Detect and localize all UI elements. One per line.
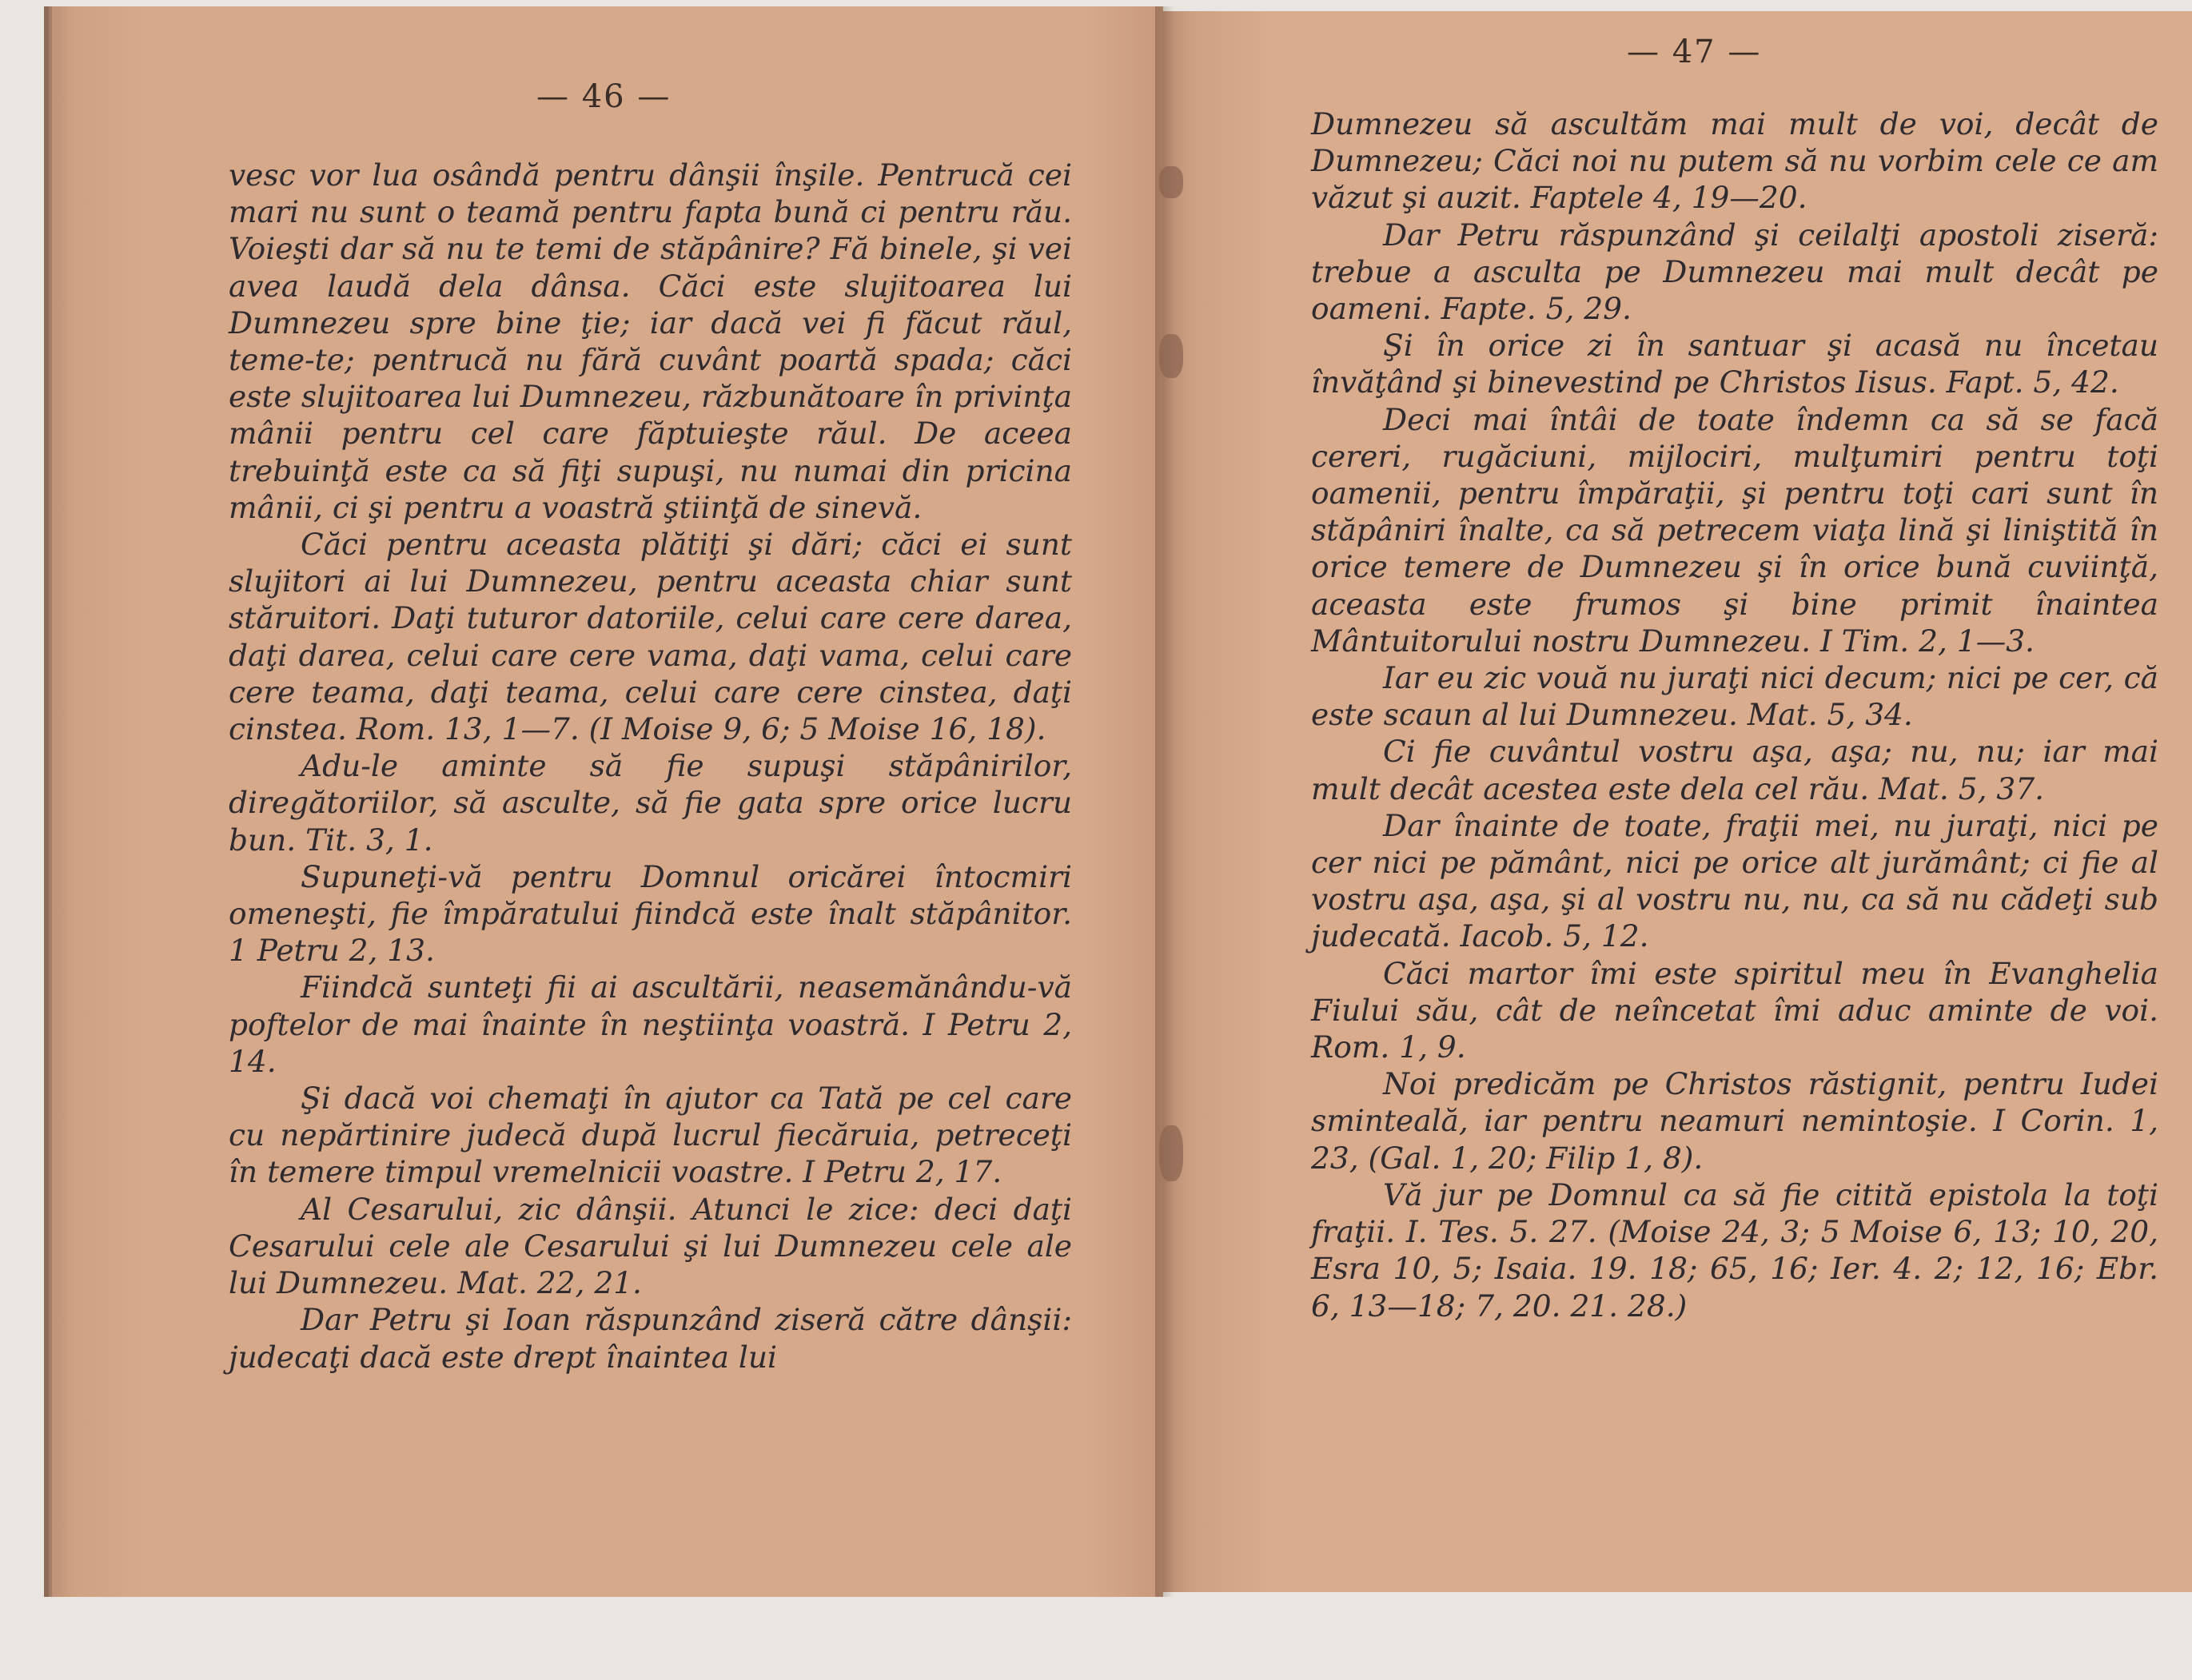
paragraph: Adu-le aminte să fie supuşi stăpânirilor, diregătoriilor, să asculte, să fie gata spre orice lucru bun. Tit. 3, 1. bbox=[229, 748, 1072, 858]
right-page bbox=[1163, 11, 2192, 1592]
paragraph: Al Cesarului, zic dânşii. Atunci le zice: deci daţi Cesarului cele ale Cesarului şi lui Dumnezeu cele ale lui Dumnezeu. Mat. 22, 21. bbox=[229, 1191, 1072, 1301]
left-page-text bbox=[229, 157, 1072, 1375]
page-number-right: — 47 — bbox=[1627, 34, 1762, 70]
open-book bbox=[44, 6, 2192, 1597]
book-gutter bbox=[1155, 6, 1174, 1597]
binding-stain bbox=[1159, 334, 1183, 378]
paragraph: Dar Petru şi Ioan răspunzând ziseră către dânşii: judecaţi dacă este drept înaintea lui bbox=[229, 1302, 1072, 1375]
paragraph: Dar înainte de toate, fraţii mei, nu juraţi, nici pe cer nici pe pământ, nici pe orice alt jurământ; ci fie al vostru aşa, aşa, şi al vostru nu, nu, ca să nu cădeţi sub judecată. Iacob. 5, 12. bbox=[1311, 807, 2158, 954]
paragraph: Dumnezeu să ascultăm mai mult de voi, decât de Dumnezeu; Căci noi nu putem să nu vorbim cele ce am văzut şi auzit. Faptele 4, 19—20. bbox=[1311, 106, 2158, 216]
paragraph: Ci fie cuvântul vostru aşa, aşa; nu, nu; iar mai mult decât acestea este dela cel rău. Mat. 5, 37. bbox=[1311, 734, 2158, 806]
binding-stain bbox=[1159, 1125, 1183, 1181]
paragraph: Vă jur pe Domnul ca să fie citită epistola la toţi fraţii. I. Tes. 5. 27. (Moise 24, 3; 5 Moise 6, 13; 10, 20, Esra 10, 5; Isaia. 19. 18; 65, 16; Ier. 4. 2; 12, 16; Ebr. 6, 13—18; 7, 20. 21. 28.) bbox=[1311, 1176, 2158, 1324]
paragraph: vesc vor lua osândă pentru dânşii înşile. Pentrucă cei mari nu sunt o teamă pentru fapta bună ci pentru rău. Voieşti dar să nu te temi de stăpânire? Fă binele, şi vei avea laudă dela dânsa. Căci este slujitoarea lui Dumnezeu spre bine ţie; iar dacă vei fi făcut răul, teme-te; pentrucă nu fără cuvânt poartă spada; căci este slujitoarea lui Dumnezeu, răzbunătoare în privinţa mânii pentru cel care făptuieşte răul. De aceea trebuinţă este ca să fiţi supuşi, nu numai din pricina mânii, ci şi pentru a voastră ştiinţă de sinevă. bbox=[229, 157, 1072, 525]
paragraph: Supuneţi-vă pentru Domnul oricărei întocmiri omeneşti, fie împăratului fiindcă este înalt stăpânitor. 1 Petru 2, 13. bbox=[229, 858, 1072, 969]
binding-stain bbox=[1159, 166, 1183, 198]
paragraph: Şi dacă voi chemaţi în ajutor ca Tată pe cel care cu nepărtinire judecă după lucrul fiecăruia, petreceţi în temere timpul vremelnicii voastre. I Petru 2, 17. bbox=[229, 1081, 1072, 1190]
paragraph: Şi în orice zi în santuar şi acasă nu încetau învăţând şi binevestind pe Christos Iisus. Fapt. 5, 42. bbox=[1311, 328, 2158, 400]
paragraph: Căci martor îmi este spiritul meu în Evanghelia Fiului său, cât de neîncetat îmi aduc aminte de voi. Rom. 1, 9. bbox=[1311, 955, 2158, 1065]
paragraph: Deci mai întâi de toate îndemn ca să se facă cereri, rugăciuni, mijlociri, mulţumiri pentru toţi oamenii, pentru împăraţii, şi pentru toţi cari sunt în stăpâniri înalte, ca să petrecem viaţa lină şi liniştită în orice temere de Dumnezeu şi în orice bună cuviinţă, aceasta este frumos şi bine primit înaintea Mântuitorului nostru Dumnezeu. I Tim. 2, 1—3. bbox=[1311, 401, 2158, 659]
paragraph: Iar eu zic vouă nu juraţi nici decum; nici pe cer, că este scaun al lui Dumnezeu. Mat. 5, 34. bbox=[1311, 660, 2158, 733]
paragraph: Fiindcă sunteţi fii ai ascultării, neasemănându-vă poftelor de mai înainte în neştiinţa voastră. I Petru 2, 14. bbox=[229, 969, 1072, 1079]
right-page-text bbox=[1311, 105, 2158, 1324]
paragraph: Noi predicăm pe Christos răstignit, pentru Iudei sminteală, iar pentru neamuri nemintoşie. I Corin. 1, 23, (Gal. 1, 20; Filip 1, 8). bbox=[1311, 1066, 2158, 1176]
left-page bbox=[44, 6, 1163, 1597]
paragraph: Căci pentru aceasta plătiţi şi dări; căci ei sunt slujitori ai lui Dumnezeu, pentru aceasta chiar sunt stăruitori. Daţi tuturor datoriile, celui care cere darea, daţi darea, celui care cere vama, daţi vama, celui care cere teama, daţi teama, celui care cere cinstea, daţi cinstea. Rom. 13, 1—7. (I Moise 9, 6; 5 Moise 16, 18). bbox=[229, 527, 1072, 747]
page-number-left: — 46 — bbox=[536, 78, 672, 115]
paragraph: Dar Petru răspunzând şi ceilalţi apostoli ziseră: trebue a asculta pe Dumnezeu mai mult decât pe oameni. Fapte. 5, 29. bbox=[1311, 217, 2158, 327]
